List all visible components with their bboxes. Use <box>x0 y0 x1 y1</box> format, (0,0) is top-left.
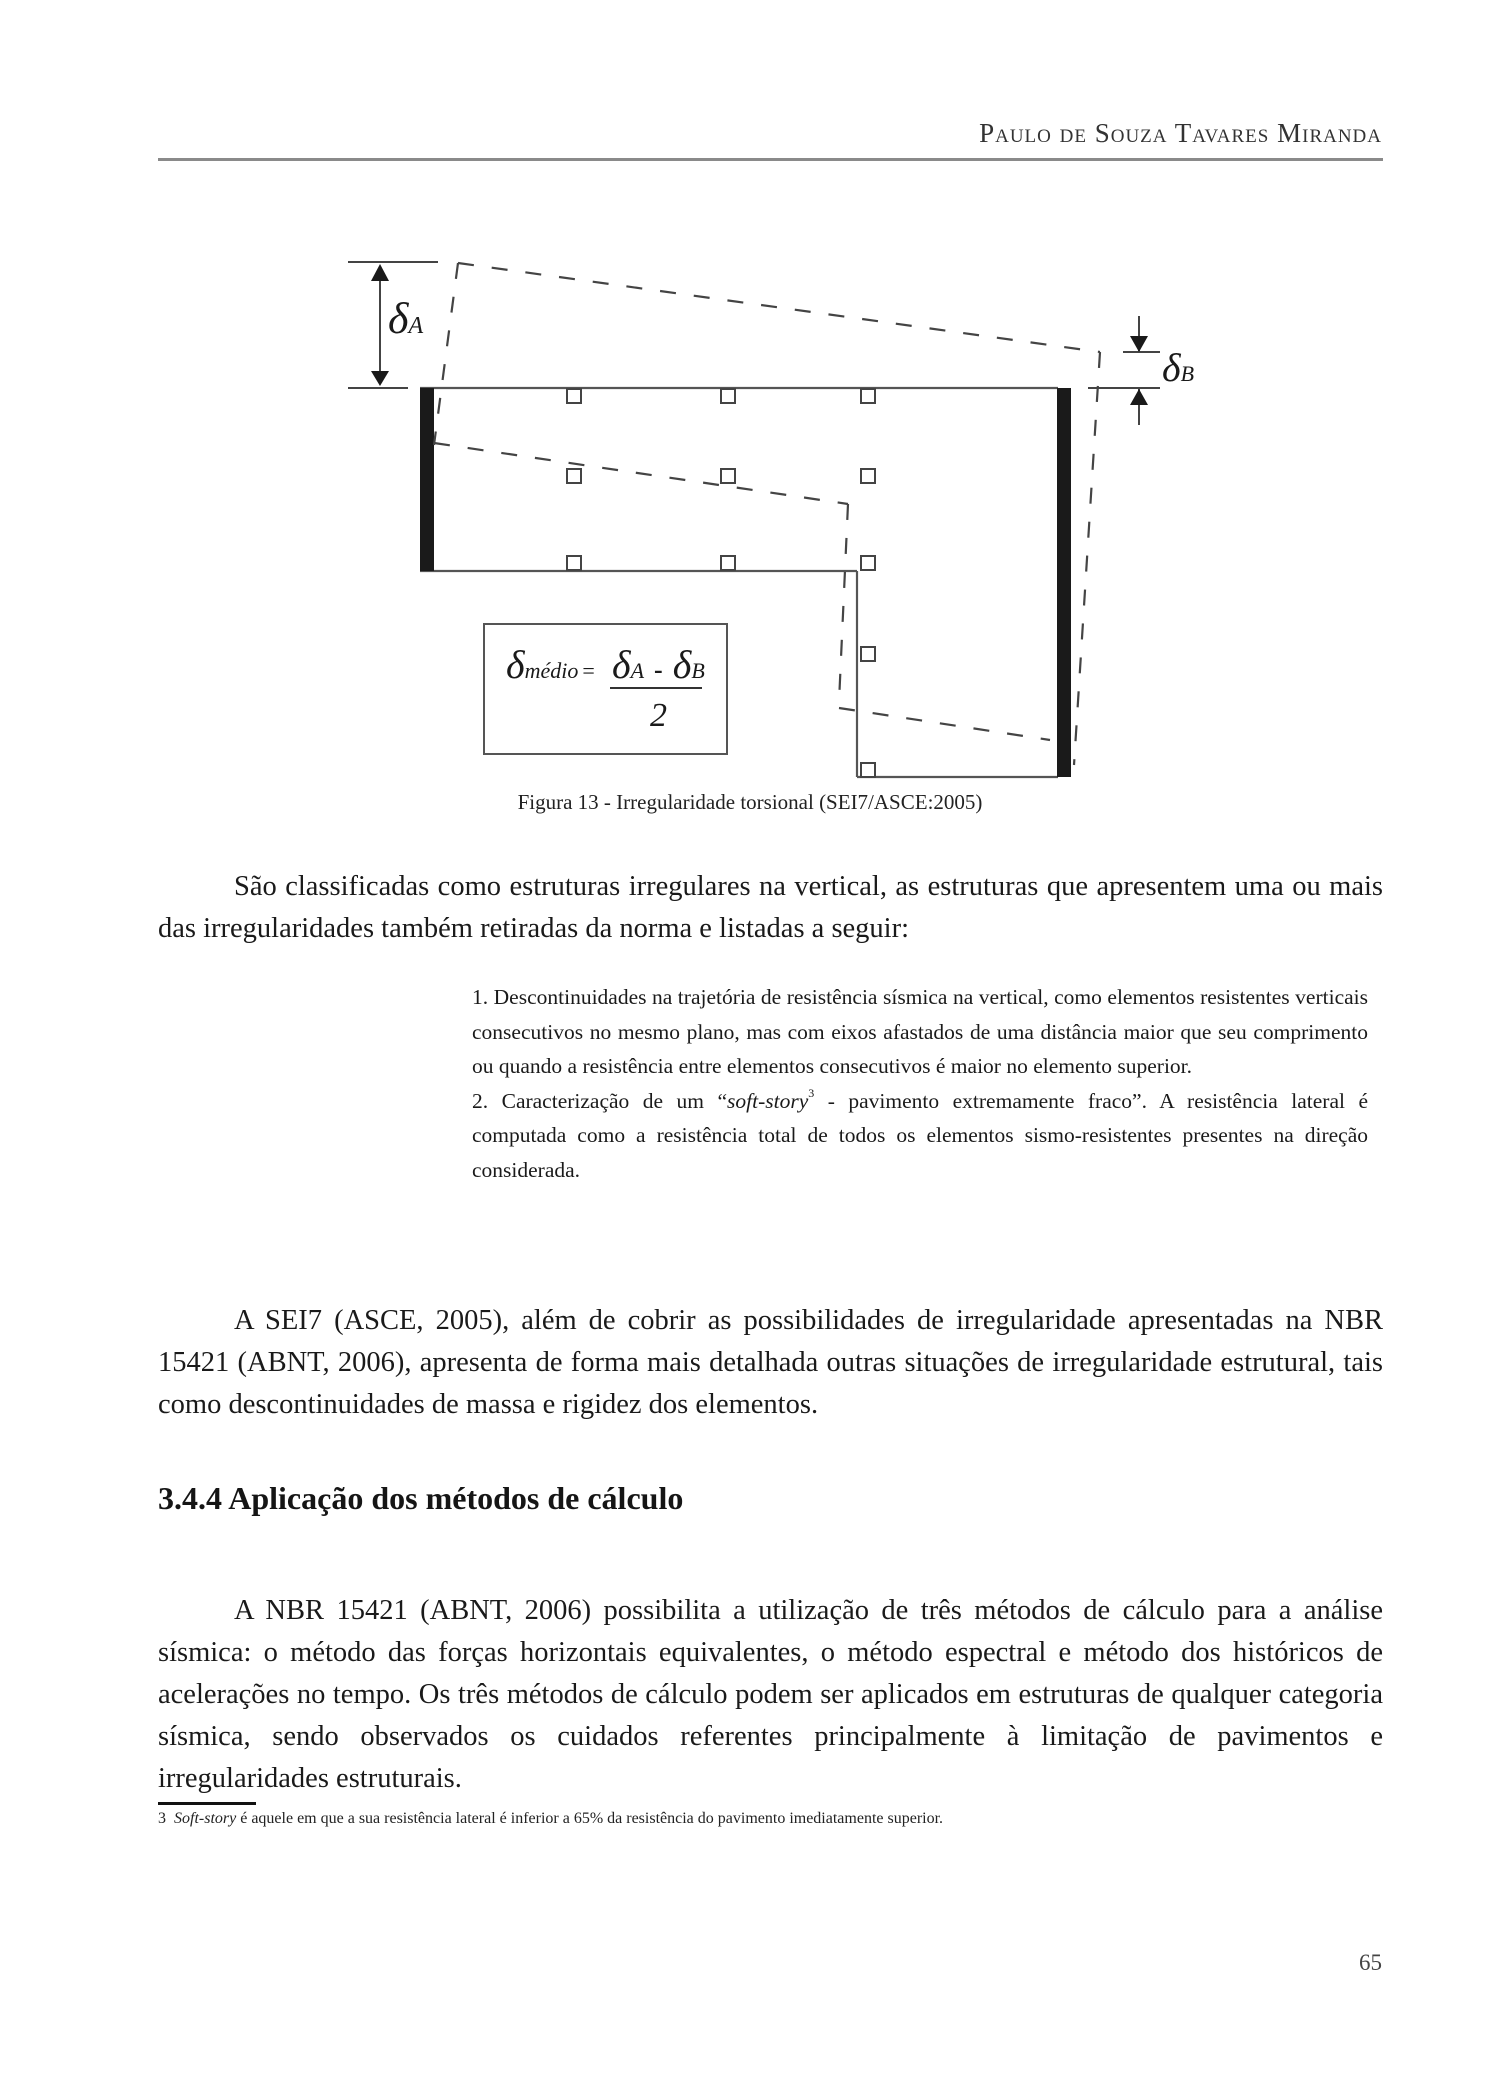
running-header-author: Paulo de Souza Tavares Miranda <box>979 118 1382 148</box>
column <box>567 389 581 403</box>
column <box>567 556 581 570</box>
column <box>861 556 875 570</box>
footnote-rule <box>158 1802 256 1805</box>
right-shear-wall <box>1057 388 1071 777</box>
footnote-term: Soft-story <box>174 1810 237 1827</box>
paragraph-irregular-vertical: São classificadas como estruturas irregulares na vertical, as estruturas que apresentem uma ou mais das irregularidades também retiradas da norma e listadas a seguir: <box>158 871 1383 944</box>
column <box>567 469 581 483</box>
soft-story-term: soft-story <box>727 1088 809 1113</box>
torsional-irregularity-figure <box>0 0 1500 800</box>
left-shear-wall <box>420 388 434 571</box>
delta-b-dimension <box>1088 316 1160 425</box>
column <box>861 647 875 661</box>
delta-b-label: δB <box>1162 345 1195 390</box>
column <box>861 469 875 483</box>
paragraph-calculation-methods: A NBR 15421 (ABNT, 2006) possibilita a utilização de três métodos de cálculo para a análise sísmica: o método das forças horizontais equivalentes, o método espectral e método dos históricos de acelerações no tempo. Os três métodos de cálculo podem ser aplicados em estruturas de qualquer categoria sísmica, sendo observados os cuidados referentes principalmente à limitação de pavimentos e irregularidades estruturais. <box>158 1595 1383 1794</box>
footnote-ref[interactable]: 3 <box>808 1085 815 1100</box>
column <box>721 389 735 403</box>
formula-denominator: 2 <box>650 697 667 734</box>
column <box>721 469 735 483</box>
irregularity-list <box>472 980 1368 1187</box>
column <box>861 389 875 403</box>
svg-text:δA-δB: δA - δB <box>612 642 705 687</box>
svg-text:δmédio=: δmédio = <box>506 642 595 687</box>
list-item-2: 2. Caracterização de um “soft-story$^3$ - pavimento extremamente fraco”. A resistência lateral é computada como a resistência total de todos os elementos sismo-resistentes presentes na direção considerada. <box>472 1085 1368 1182</box>
paragraph-sei7: A SEI7 (ASCE, 2005), além de cobrir as possibilidades de irregularidade apresentadas na NBR 15421 (ABNT, 2006), apresenta de forma mais detalhada outras situações de irregularidade estrutural, tais como descontinuidades de massa e rigidez dos elementos. <box>158 1305 1383 1420</box>
figure-caption: Figura 13 - Irregularidade torsional (SEI7/ASCE:2005) <box>517 790 983 814</box>
page-number: 65 <box>1359 1950 1382 1975</box>
column <box>861 763 875 777</box>
footnote-number: 3 <box>158 1810 166 1827</box>
footnote: 3 Soft-story é aquele em que a sua resistência lateral é inferior a 65% da resistência do pavimento imediatamente superior. <box>158 1810 944 1827</box>
section-title: 3.4.4 Aplicação dos métodos de cálculo <box>158 1480 684 1516</box>
delta-a-label: δA <box>388 294 424 343</box>
column <box>721 556 735 570</box>
list-item-1: 1. Descontinuidades na trajetória de resistência sísmica na vertical, como elementos resistentes verticais consecutivos no mesmo plano, mas com eixos afastados de uma distância maior que seu comprimento ou quando a resistência entre elementos consecutivos é maior no elemento superior. <box>472 985 1368 1078</box>
